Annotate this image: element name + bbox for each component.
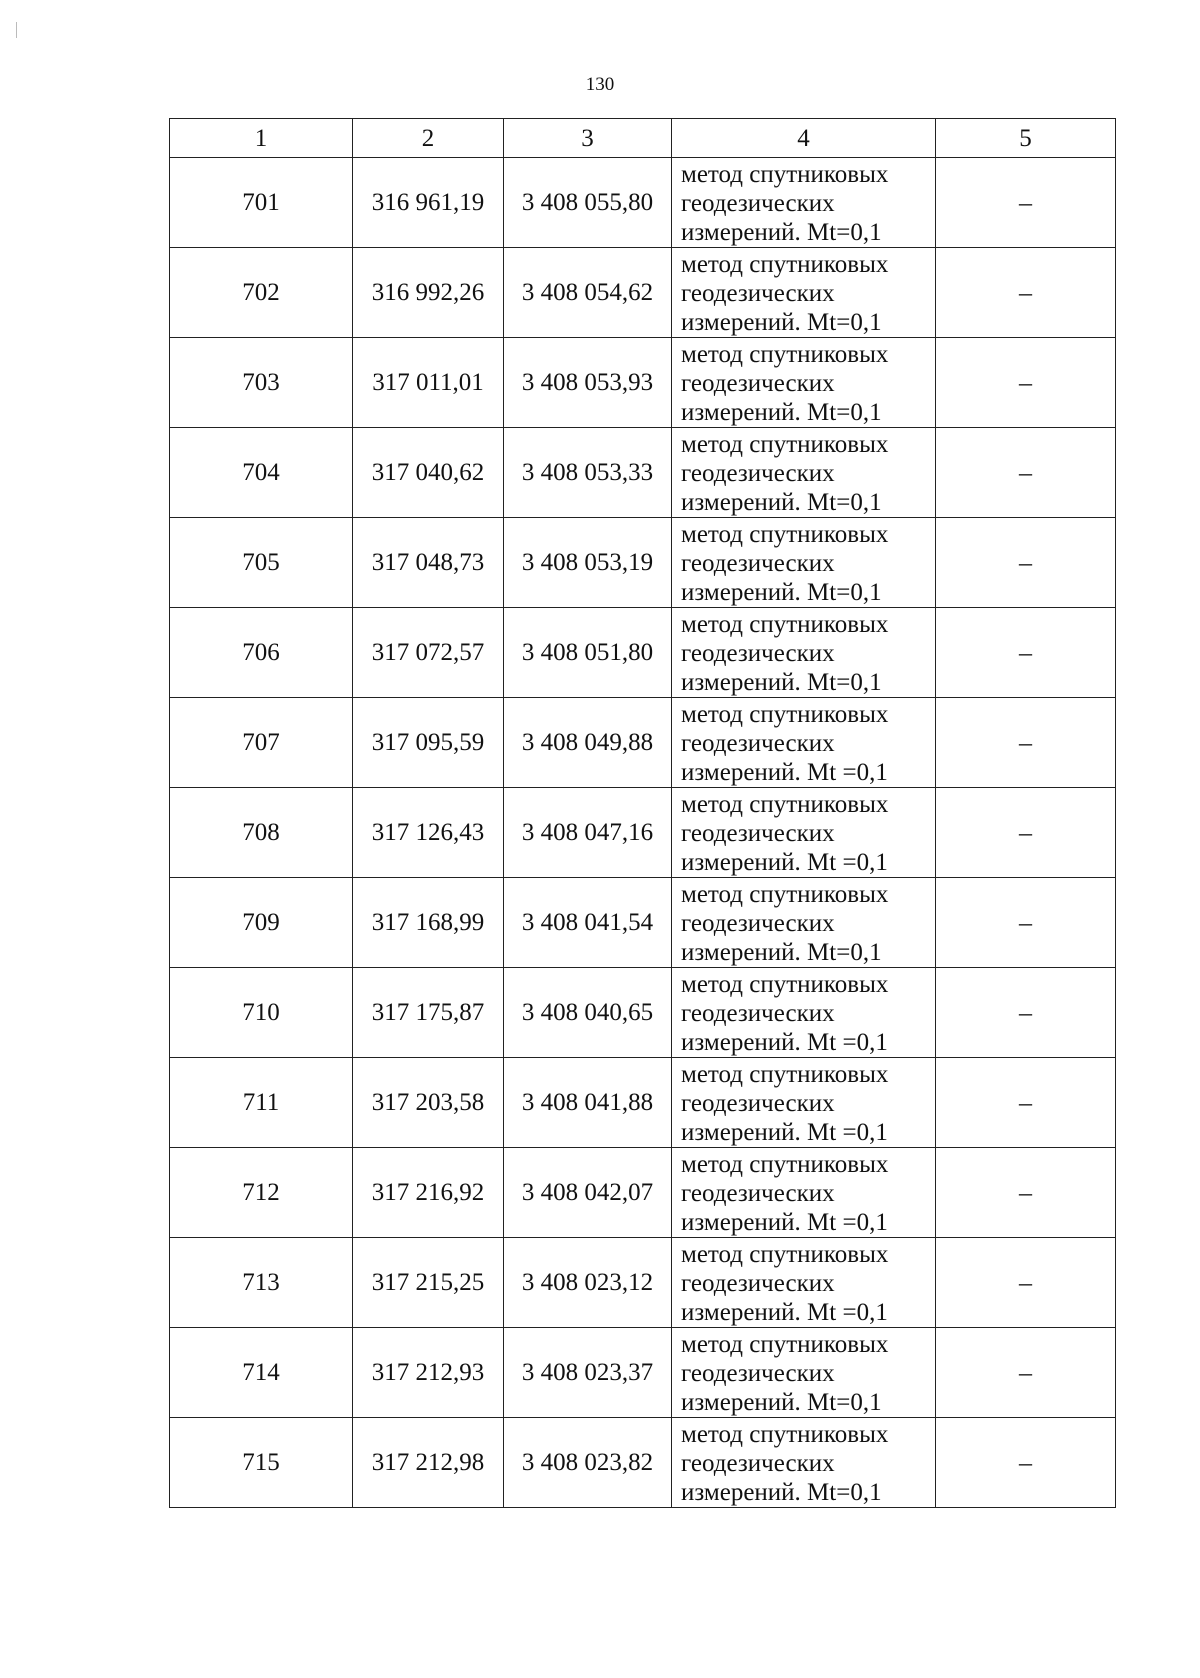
note-cell: –: [936, 248, 1116, 338]
method-line-1: метод спутниковых: [681, 610, 889, 638]
point-number-cell: 708: [170, 788, 353, 878]
method-cell: [672, 698, 936, 788]
method-line-3: измерений. Mt =0,1: [681, 1208, 888, 1236]
table-row: [170, 518, 1116, 608]
method-line-3: измерений. Mt =0,1: [681, 1118, 888, 1146]
y-coordinate-cell: 3 408 023,37: [504, 1328, 672, 1418]
point-number-cell: 713: [170, 1238, 353, 1328]
method-line-2: геодезических: [681, 1269, 835, 1297]
note-cell: –: [936, 698, 1116, 788]
x-coordinate-cell: 317 011,01: [353, 338, 504, 428]
method-line-1: метод спутниковых: [681, 1330, 889, 1358]
method-line-2: геодезических: [681, 189, 835, 217]
y-coordinate-cell: 3 408 055,80: [504, 158, 672, 248]
method-cell: [672, 788, 936, 878]
method-cell: [672, 518, 936, 608]
note-cell: –: [936, 1148, 1116, 1238]
method-line-2: геодезических: [681, 909, 835, 937]
y-coordinate-cell: 3 408 042,07: [504, 1148, 672, 1238]
point-number-cell: 710: [170, 968, 353, 1058]
y-coordinate-cell: 3 408 053,33: [504, 428, 672, 518]
method-cell: [672, 1238, 936, 1328]
table-row: [170, 1058, 1116, 1148]
method-cell: [672, 608, 936, 698]
coordinates-table: [169, 118, 1116, 1508]
method-line-2: геодезических: [681, 1449, 835, 1477]
header-row: [170, 119, 1116, 158]
x-coordinate-cell: 317 216,92: [353, 1148, 504, 1238]
method-line-2: геодезических: [681, 1359, 835, 1387]
note-cell: –: [936, 878, 1116, 968]
note-cell: –: [936, 788, 1116, 878]
table-row: [170, 788, 1116, 878]
y-coordinate-cell: 3 408 023,82: [504, 1418, 672, 1508]
note-cell: –: [936, 338, 1116, 428]
table-header: [170, 119, 1116, 158]
method-line-2: геодезических: [681, 279, 835, 307]
method-line-3: измерений. Mt=0,1: [681, 398, 882, 426]
note-cell: –: [936, 1058, 1116, 1148]
y-coordinate-cell: 3 408 049,88: [504, 698, 672, 788]
method-line-2: геодезических: [681, 459, 835, 487]
table-body: [170, 158, 1116, 1508]
method-line-3: измерений. Mt=0,1: [681, 578, 882, 606]
table-row: [170, 428, 1116, 518]
x-coordinate-cell: 317 168,99: [353, 878, 504, 968]
method-line-1: метод спутниковых: [681, 880, 889, 908]
method-cell: [672, 248, 936, 338]
method-line-3: измерений. Mt=0,1: [681, 1388, 882, 1416]
method-line-1: метод спутниковых: [681, 1420, 889, 1448]
method-line-1: метод спутниковых: [681, 1150, 889, 1178]
method-line-1: метод спутниковых: [681, 700, 889, 728]
y-coordinate-cell: 3 408 041,54: [504, 878, 672, 968]
x-coordinate-cell: 317 126,43: [353, 788, 504, 878]
table-row: [170, 248, 1116, 338]
note-cell: –: [936, 518, 1116, 608]
x-coordinate-cell: 317 095,59: [353, 698, 504, 788]
y-coordinate-cell: 3 408 053,19: [504, 518, 672, 608]
y-coordinate-cell: 3 408 047,16: [504, 788, 672, 878]
x-coordinate-cell: 317 048,73: [353, 518, 504, 608]
y-coordinate-cell: 3 408 051,80: [504, 608, 672, 698]
method-line-1: метод спутниковых: [681, 250, 889, 278]
method-line-3: измерений. Mt =0,1: [681, 1298, 888, 1326]
note-cell: –: [936, 158, 1116, 248]
x-coordinate-cell: 316 992,26: [353, 248, 504, 338]
note-cell: –: [936, 1238, 1116, 1328]
x-coordinate-cell: 317 203,58: [353, 1058, 504, 1148]
method-line-3: измерений. Mt=0,1: [681, 668, 882, 696]
method-line-3: измерений. Mt =0,1: [681, 758, 888, 786]
x-coordinate-cell: 317 072,57: [353, 608, 504, 698]
method-line-3: измерений. Mt =0,1: [681, 1028, 888, 1056]
header-col-4: 4: [672, 119, 936, 158]
table-row: [170, 698, 1116, 788]
method-line-3: измерений. Mt=0,1: [681, 308, 882, 336]
table-row: [170, 968, 1116, 1058]
note-cell: –: [936, 608, 1116, 698]
y-coordinate-cell: 3 408 054,62: [504, 248, 672, 338]
point-number-cell: 703: [170, 338, 353, 428]
header-col-3: 3: [504, 119, 672, 158]
method-line-2: геодезических: [681, 1089, 835, 1117]
method-cell: [672, 428, 936, 518]
method-line-2: геодезических: [681, 999, 835, 1027]
y-coordinate-cell: 3 408 040,65: [504, 968, 672, 1058]
method-cell: [672, 158, 936, 248]
header-col-1: 1: [170, 119, 353, 158]
page-number: 130: [585, 74, 615, 95]
method-line-2: геодезических: [681, 1179, 835, 1207]
point-number-cell: 706: [170, 608, 353, 698]
method-line-1: метод спутниковых: [681, 430, 889, 458]
point-number-cell: 702: [170, 248, 353, 338]
point-number-cell: 714: [170, 1328, 353, 1418]
note-cell: –: [936, 1418, 1116, 1508]
table-row: [170, 338, 1116, 428]
point-number-cell: 705: [170, 518, 353, 608]
point-number-cell: 712: [170, 1148, 353, 1238]
note-cell: –: [936, 968, 1116, 1058]
method-line-2: геодезических: [681, 549, 835, 577]
y-coordinate-cell: 3 408 053,93: [504, 338, 672, 428]
table-row: [170, 1148, 1116, 1238]
method-line-3: измерений. Mt=0,1: [681, 1478, 882, 1506]
x-coordinate-cell: 317 175,87: [353, 968, 504, 1058]
method-cell: [672, 1328, 936, 1418]
method-line-1: метод спутниковых: [681, 160, 889, 188]
scan-artifact-mark: [16, 22, 17, 38]
method-cell: [672, 338, 936, 428]
point-number-cell: 704: [170, 428, 353, 518]
x-coordinate-cell: 317 212,93: [353, 1328, 504, 1418]
table-row: [170, 158, 1116, 248]
point-number-cell: 707: [170, 698, 353, 788]
y-coordinate-cell: 3 408 041,88: [504, 1058, 672, 1148]
method-cell: [672, 968, 936, 1058]
method-line-1: метод спутниковых: [681, 1240, 889, 1268]
method-cell: [672, 1148, 936, 1238]
method-cell: [672, 1058, 936, 1148]
note-cell: –: [936, 1328, 1116, 1418]
table-row: [170, 1328, 1116, 1418]
x-coordinate-cell: 317 215,25: [353, 1238, 504, 1328]
point-number-cell: 711: [170, 1058, 353, 1148]
header-col-2: 2: [353, 119, 504, 158]
method-line-1: метод спутниковых: [681, 1060, 889, 1088]
table-row: [170, 1418, 1116, 1508]
method-line-1: метод спутниковых: [681, 790, 889, 818]
point-number-cell: 715: [170, 1418, 353, 1508]
method-line-1: метод спутниковых: [681, 340, 889, 368]
method-line-3: измерений. Mt=0,1: [681, 218, 882, 246]
note-cell: –: [936, 428, 1116, 518]
table-row: [170, 878, 1116, 968]
method-line-2: геодезических: [681, 369, 835, 397]
header-col-5: 5: [936, 119, 1116, 158]
point-number-cell: 701: [170, 158, 353, 248]
x-coordinate-cell: 316 961,19: [353, 158, 504, 248]
point-number-cell: 709: [170, 878, 353, 968]
y-coordinate-cell: 3 408 023,12: [504, 1238, 672, 1328]
method-line-1: метод спутниковых: [681, 520, 889, 548]
method-cell: [672, 1418, 936, 1508]
method-line-3: измерений. Mt=0,1: [681, 938, 882, 966]
method-line-3: измерений. Mt=0,1: [681, 488, 882, 516]
method-line-1: метод спутниковых: [681, 970, 889, 998]
method-line-2: геодезических: [681, 729, 835, 757]
method-line-2: геодезических: [681, 819, 835, 847]
method-cell: [672, 878, 936, 968]
x-coordinate-cell: 317 212,98: [353, 1418, 504, 1508]
table-row: [170, 1238, 1116, 1328]
method-line-3: измерений. Mt =0,1: [681, 848, 888, 876]
x-coordinate-cell: 317 040,62: [353, 428, 504, 518]
method-line-2: геодезических: [681, 639, 835, 667]
table-row: [170, 608, 1116, 698]
